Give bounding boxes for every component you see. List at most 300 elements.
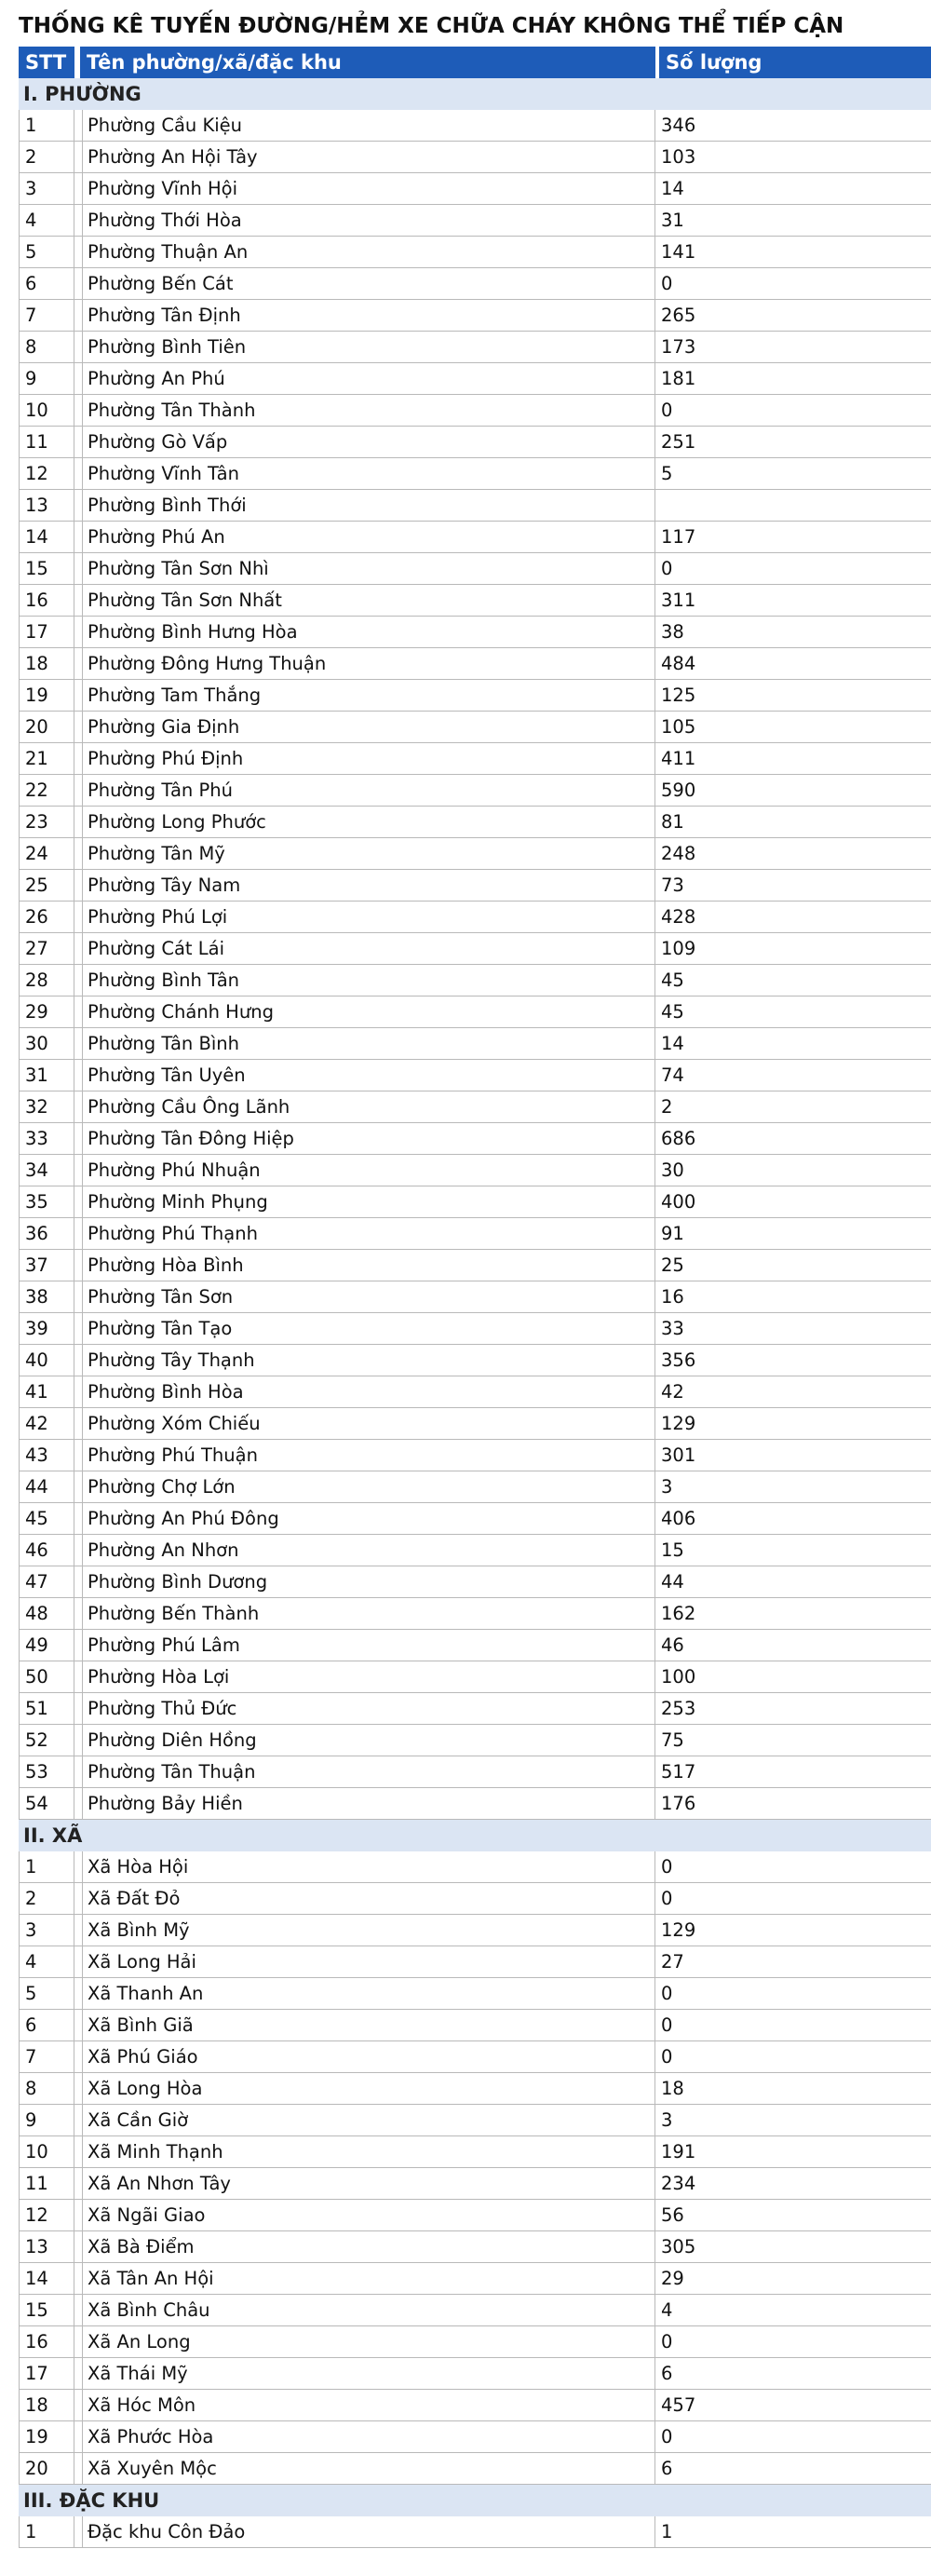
row-count xyxy=(655,490,931,522)
table-row xyxy=(19,1851,931,1883)
row-count: 484 xyxy=(661,653,696,674)
row-name: Phường Bình Hưng Hòa xyxy=(82,617,655,648)
row-gap xyxy=(74,870,82,902)
row-gap xyxy=(74,1535,82,1566)
table-row xyxy=(19,2453,931,2485)
row-gap xyxy=(74,1725,82,1756)
row-count: 686 xyxy=(661,1128,696,1149)
row-name: Xã Đất Đỏ xyxy=(82,1883,655,1915)
row-name: Phường Gia Định xyxy=(82,712,655,743)
row-count: 0 xyxy=(661,558,673,579)
table-row xyxy=(19,1788,931,1820)
table-row xyxy=(19,1123,931,1155)
row-gap xyxy=(74,1788,82,1820)
row-count: 253 xyxy=(661,1698,696,1719)
row-gap xyxy=(74,2358,82,2390)
table-row xyxy=(19,395,931,427)
table-row xyxy=(19,902,931,933)
table-row xyxy=(19,1566,931,1598)
row-gap xyxy=(74,1946,82,1978)
row-gap xyxy=(74,1440,82,1471)
table-row xyxy=(19,743,931,775)
row-name: Xã Bình Giã xyxy=(82,2010,655,2041)
table-row xyxy=(19,142,931,173)
row-gap xyxy=(74,2136,82,2168)
row-stt: 35 xyxy=(19,1186,74,1218)
row-name: Phường Tân Bình xyxy=(82,1028,655,1060)
row-gap xyxy=(74,1408,82,1440)
row-count: 16 xyxy=(661,1286,684,1308)
table-row xyxy=(19,617,931,648)
row-name: Phường Vĩnh Hội xyxy=(82,173,655,205)
row-count: 517 xyxy=(661,1761,696,1783)
table-row xyxy=(19,1218,931,1250)
row-gap xyxy=(74,2105,82,2136)
row-name: Phường Thủ Đức xyxy=(82,1693,655,1725)
row-count: 15 xyxy=(661,1539,684,1561)
row-stt: 4 xyxy=(19,205,74,237)
row-count: 5 xyxy=(661,463,673,484)
table-row xyxy=(19,1946,931,1978)
row-name: Phường Diên Hồng xyxy=(82,1725,655,1756)
header-count: Số lượng xyxy=(659,47,931,78)
row-gap xyxy=(74,680,82,712)
row-count: 27 xyxy=(661,1951,684,1973)
table-row xyxy=(19,2200,931,2231)
table-row xyxy=(19,997,931,1028)
row-count: 46 xyxy=(661,1634,684,1656)
row-stt: 43 xyxy=(19,1440,74,1471)
table-row xyxy=(19,585,931,617)
row-name: Phường Bến Cát xyxy=(82,268,655,300)
row-stt: 14 xyxy=(19,522,74,553)
row-gap xyxy=(74,838,82,870)
row-count: 234 xyxy=(661,2173,696,2194)
row-count: 0 xyxy=(661,1888,673,1909)
table-row xyxy=(19,458,931,490)
table-row xyxy=(19,427,931,458)
row-stt: 3 xyxy=(19,1915,74,1946)
row-name: Phường Tân Thành xyxy=(82,395,655,427)
row-count: 0 xyxy=(661,2014,673,2036)
row-gap xyxy=(74,2073,82,2105)
row-count: 44 xyxy=(661,1571,684,1593)
row-count: 356 xyxy=(661,1349,696,1371)
row-stt: 39 xyxy=(19,1313,74,1345)
table-row xyxy=(19,2390,931,2421)
row-stt: 19 xyxy=(19,680,74,712)
table-row xyxy=(19,1471,931,1503)
row-stt: 1 xyxy=(19,2516,74,2548)
row-name: Phường Hòa Lợi xyxy=(82,1661,655,1693)
row-stt: 20 xyxy=(19,2453,74,2485)
row-name: Xã Phú Giáo xyxy=(82,2041,655,2073)
row-count: 105 xyxy=(661,716,696,738)
row-count: 129 xyxy=(661,1413,696,1434)
row-name: Phường Tân Thuận xyxy=(82,1756,655,1788)
row-gap xyxy=(74,1028,82,1060)
row-name: Phường An Phú xyxy=(82,363,655,395)
row-gap xyxy=(74,2326,82,2358)
row-count: 0 xyxy=(661,2331,673,2352)
row-stt: 19 xyxy=(19,2421,74,2453)
row-count: 301 xyxy=(661,1444,696,1466)
row-stt: 1 xyxy=(19,1851,74,1883)
row-stt: 9 xyxy=(19,363,74,395)
table-row xyxy=(19,1186,931,1218)
table-row xyxy=(19,173,931,205)
table-row xyxy=(19,2041,931,2073)
row-name: Phường Bình Thới xyxy=(82,490,655,522)
row-stt: 26 xyxy=(19,902,74,933)
table-row xyxy=(19,300,931,332)
row-stt: 46 xyxy=(19,1535,74,1566)
row-count: 0 xyxy=(661,2046,673,2068)
table-row xyxy=(19,1756,931,1788)
row-stt: 37 xyxy=(19,1250,74,1281)
row-stt: 2 xyxy=(19,1883,74,1915)
table-row xyxy=(19,332,931,363)
row-name: Xã An Long xyxy=(82,2326,655,2358)
table-row xyxy=(19,775,931,807)
row-name: Phường Chánh Hưng xyxy=(82,997,655,1028)
statistics-table xyxy=(19,47,931,2548)
row-stt: 38 xyxy=(19,1281,74,1313)
row-gap xyxy=(74,2200,82,2231)
row-gap xyxy=(74,2295,82,2326)
table-row xyxy=(19,2295,931,2326)
row-gap xyxy=(74,2453,82,2485)
row-name: Phường Vĩnh Tân xyxy=(82,458,655,490)
row-stt: 54 xyxy=(19,1788,74,1820)
row-count: 56 xyxy=(661,2204,684,2226)
row-name: Phường Thuận An xyxy=(82,237,655,268)
row-gap xyxy=(74,332,82,363)
row-count: 0 xyxy=(661,273,673,294)
row-stt: 7 xyxy=(19,300,74,332)
row-gap xyxy=(74,775,82,807)
table-row xyxy=(19,2516,931,2548)
row-count: 73 xyxy=(661,874,684,896)
row-gap xyxy=(74,1345,82,1376)
table-row xyxy=(19,1725,931,1756)
row-gap xyxy=(74,110,82,142)
row-name: Phường Chợ Lớn xyxy=(82,1471,655,1503)
table-row xyxy=(19,1091,931,1123)
header-name: Tên phường/xã/đặc khu xyxy=(80,47,655,78)
row-count: 0 xyxy=(661,2426,673,2447)
row-name: Phường Phú Định xyxy=(82,743,655,775)
row-name: Phường Phú An xyxy=(82,522,655,553)
row-name: Xã Cần Giờ xyxy=(82,2105,655,2136)
section-header: II. XÃ xyxy=(19,1820,931,1851)
row-count: 400 xyxy=(661,1191,696,1213)
row-gap xyxy=(74,1756,82,1788)
row-name: Phường An Hội Tây xyxy=(82,142,655,173)
row-name: Phường Gò Vấp xyxy=(82,427,655,458)
row-gap xyxy=(74,1313,82,1345)
row-gap xyxy=(74,1060,82,1091)
row-gap xyxy=(74,142,82,173)
table-row xyxy=(19,1693,931,1725)
row-count: 0 xyxy=(661,1983,673,2004)
row-count: 81 xyxy=(661,811,684,833)
table-row xyxy=(19,2421,931,2453)
row-name: Phường An Phú Đông xyxy=(82,1503,655,1535)
row-stt: 27 xyxy=(19,933,74,965)
row-gap xyxy=(74,2231,82,2263)
table-row xyxy=(19,1535,931,1566)
row-stt: 21 xyxy=(19,743,74,775)
table-row xyxy=(19,237,931,268)
row-count: 162 xyxy=(661,1603,696,1624)
row-name: Xã Bình Châu xyxy=(82,2295,655,2326)
row-gap xyxy=(74,2263,82,2295)
row-stt: 52 xyxy=(19,1725,74,1756)
row-count: 129 xyxy=(661,1919,696,1941)
row-gap xyxy=(74,1851,82,1883)
table-row xyxy=(19,2358,931,2390)
table-row xyxy=(19,205,931,237)
row-gap xyxy=(74,965,82,997)
row-count: 428 xyxy=(661,906,696,928)
row-stt: 24 xyxy=(19,838,74,870)
row-gap xyxy=(74,585,82,617)
row-stt: 42 xyxy=(19,1408,74,1440)
row-stt: 30 xyxy=(19,1028,74,1060)
row-gap xyxy=(74,522,82,553)
row-stt: 33 xyxy=(19,1123,74,1155)
row-stt: 25 xyxy=(19,870,74,902)
row-gap xyxy=(74,1915,82,1946)
row-stt: 17 xyxy=(19,2358,74,2390)
row-name: Xã Tân An Hội xyxy=(82,2263,655,2295)
section-header: III. ĐẶC KHU xyxy=(19,2485,931,2516)
row-stt: 11 xyxy=(19,427,74,458)
row-name: Phường Phú Nhuận xyxy=(82,1155,655,1186)
row-stt: 28 xyxy=(19,965,74,997)
row-name: Phường Phú Thạnh xyxy=(82,1218,655,1250)
row-gap xyxy=(74,1091,82,1123)
row-count: 141 xyxy=(661,241,696,263)
row-name: Phường Phú Thuận xyxy=(82,1440,655,1471)
row-name: Phường An Nhơn xyxy=(82,1535,655,1566)
table-row xyxy=(19,712,931,743)
row-gap xyxy=(74,1376,82,1408)
row-gap xyxy=(74,1630,82,1661)
row-stt: 51 xyxy=(19,1693,74,1725)
row-count: 103 xyxy=(661,146,696,168)
row-gap xyxy=(74,2390,82,2421)
row-gap xyxy=(74,933,82,965)
row-count: 18 xyxy=(661,2078,684,2099)
row-name: Phường Bình Tân xyxy=(82,965,655,997)
table-row xyxy=(19,1060,931,1091)
table-row xyxy=(19,1440,931,1471)
table-row xyxy=(19,2105,931,2136)
row-gap xyxy=(74,2168,82,2200)
row-name: Xã Xuyên Mộc xyxy=(82,2453,655,2485)
row-count: 33 xyxy=(661,1318,684,1339)
row-name: Xã Minh Thạnh xyxy=(82,2136,655,2168)
table-row xyxy=(19,2231,931,2263)
table-row xyxy=(19,870,931,902)
row-name: Phường Bến Thành xyxy=(82,1598,655,1630)
row-name: Phường Cát Lái xyxy=(82,933,655,965)
table-row xyxy=(19,2168,931,2200)
row-stt: 5 xyxy=(19,237,74,268)
row-stt: 40 xyxy=(19,1345,74,1376)
row-gap xyxy=(74,712,82,743)
table-row xyxy=(19,1630,931,1661)
row-count: 100 xyxy=(661,1666,696,1688)
page-title: THỐNG KÊ TUYẾN ĐƯỜNG/HẺM XE CHỮA CHÁY KHÔNG THỂ TIẾP CẬN xyxy=(19,14,844,38)
row-stt: 22 xyxy=(19,775,74,807)
table-header xyxy=(19,47,931,78)
table-row xyxy=(19,553,931,585)
row-stt: 11 xyxy=(19,2168,74,2200)
table-row xyxy=(19,1598,931,1630)
row-stt: 23 xyxy=(19,807,74,838)
row-name: Phường Bình Hòa xyxy=(82,1376,655,1408)
row-name: Phường Cầu Ông Lãnh xyxy=(82,1091,655,1123)
row-name: Phường Tân Phú xyxy=(82,775,655,807)
row-gap xyxy=(74,490,82,522)
row-stt: 13 xyxy=(19,2231,74,2263)
row-stt: 12 xyxy=(19,458,74,490)
row-count: 30 xyxy=(661,1159,684,1181)
table-row xyxy=(19,490,931,522)
row-gap xyxy=(74,997,82,1028)
row-name: Phường Tây Thạnh xyxy=(82,1345,655,1376)
row-count: 1 xyxy=(661,2521,673,2542)
table-row xyxy=(19,807,931,838)
row-gap xyxy=(74,807,82,838)
row-stt: 41 xyxy=(19,1376,74,1408)
table-row xyxy=(19,1503,931,1535)
row-stt: 1 xyxy=(19,110,74,142)
row-count: 248 xyxy=(661,843,696,864)
row-gap xyxy=(74,1155,82,1186)
row-stt: 31 xyxy=(19,1060,74,1091)
row-stt: 10 xyxy=(19,395,74,427)
row-count: 411 xyxy=(661,748,696,769)
table-row xyxy=(19,933,931,965)
row-count: 3 xyxy=(661,1476,673,1498)
table-row xyxy=(19,1155,931,1186)
row-gap xyxy=(74,2516,82,2548)
row-gap xyxy=(74,1281,82,1313)
row-count: 173 xyxy=(661,336,696,358)
table-row xyxy=(19,2010,931,2041)
row-stt: 17 xyxy=(19,617,74,648)
row-count: 25 xyxy=(661,1254,684,1276)
table-row xyxy=(19,1883,931,1915)
row-stt: 3 xyxy=(19,173,74,205)
row-stt: 6 xyxy=(19,2010,74,2041)
row-count: 4 xyxy=(661,2299,673,2321)
row-gap xyxy=(74,363,82,395)
row-name: Phường Bảy Hiền xyxy=(82,1788,655,1820)
row-gap xyxy=(74,1503,82,1535)
row-stt: 20 xyxy=(19,712,74,743)
table-row xyxy=(19,1281,931,1313)
row-name: Phường Tân Đông Hiệp xyxy=(82,1123,655,1155)
row-stt: 44 xyxy=(19,1471,74,1503)
row-name: Xã Bà Điểm xyxy=(82,2231,655,2263)
row-name: Phường Đông Hưng Thuận xyxy=(82,648,655,680)
row-stt: 53 xyxy=(19,1756,74,1788)
row-name: Xã Hòa Hội xyxy=(82,1851,655,1883)
row-stt: 16 xyxy=(19,2326,74,2358)
row-gap xyxy=(74,458,82,490)
row-name: Xã Thanh An xyxy=(82,1978,655,2010)
row-count: 0 xyxy=(661,1856,673,1878)
row-count: 75 xyxy=(661,1729,684,1751)
row-stt: 15 xyxy=(19,553,74,585)
row-count: 346 xyxy=(661,115,696,136)
row-gap xyxy=(74,300,82,332)
row-name: Phường Tân Uyên xyxy=(82,1060,655,1091)
row-stt: 50 xyxy=(19,1661,74,1693)
row-gap xyxy=(74,1978,82,2010)
row-stt: 15 xyxy=(19,2295,74,2326)
table-row xyxy=(19,1978,931,2010)
table-row xyxy=(19,680,931,712)
table-row xyxy=(19,1313,931,1345)
row-name: Xã An Nhơn Tây xyxy=(82,2168,655,2200)
row-stt: 29 xyxy=(19,997,74,1028)
row-count: 29 xyxy=(661,2268,684,2289)
row-stt: 16 xyxy=(19,585,74,617)
row-count: 311 xyxy=(661,590,696,611)
row-stt: 6 xyxy=(19,268,74,300)
table-row xyxy=(19,2073,931,2105)
row-name: Phường Hòa Bình xyxy=(82,1250,655,1281)
row-gap xyxy=(74,1471,82,1503)
row-gap xyxy=(74,2010,82,2041)
row-gap xyxy=(74,553,82,585)
row-stt: 2 xyxy=(19,142,74,173)
row-count: 125 xyxy=(661,685,696,706)
row-gap xyxy=(74,1883,82,1915)
table-row xyxy=(19,2263,931,2295)
row-count: 14 xyxy=(661,178,684,199)
row-count: 6 xyxy=(661,2458,673,2479)
table-row xyxy=(19,110,931,142)
row-count: 31 xyxy=(661,210,684,231)
row-name: Phường Tân Sơn xyxy=(82,1281,655,1313)
row-gap xyxy=(74,395,82,427)
row-count: 3 xyxy=(661,2109,673,2131)
row-gap xyxy=(74,205,82,237)
row-count: 305 xyxy=(661,2236,696,2257)
row-gap xyxy=(74,1566,82,1598)
row-count: 251 xyxy=(661,431,696,453)
row-gap xyxy=(74,173,82,205)
row-name: Phường Tân Mỹ xyxy=(82,838,655,870)
row-count: 38 xyxy=(661,621,684,643)
row-gap xyxy=(74,1598,82,1630)
row-count: 590 xyxy=(661,780,696,801)
row-name: Phường Tân Sơn Nhất xyxy=(82,585,655,617)
table-row xyxy=(19,1661,931,1693)
row-gap xyxy=(74,902,82,933)
row-name: Phường Tân Định xyxy=(82,300,655,332)
row-stt: 10 xyxy=(19,2136,74,2168)
row-gap xyxy=(74,2041,82,2073)
row-count: 191 xyxy=(661,2141,696,2162)
